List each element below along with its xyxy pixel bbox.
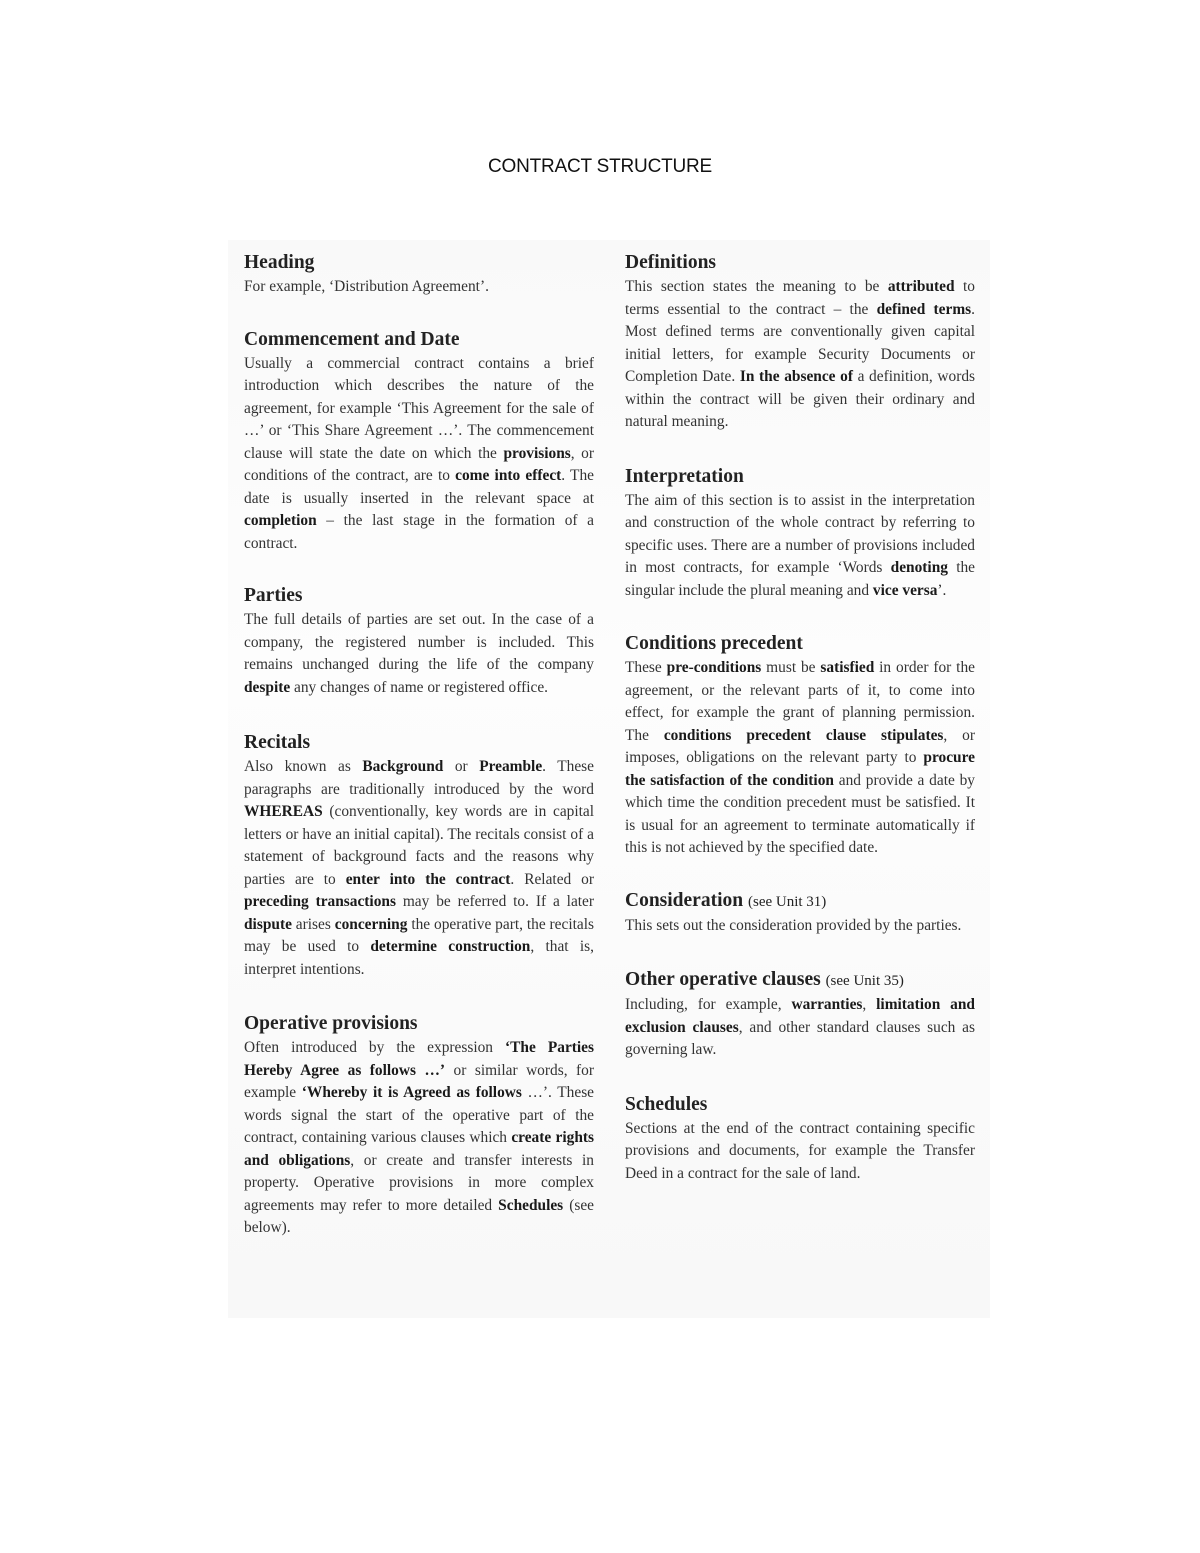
section-title-text: Interpretation bbox=[625, 465, 744, 487]
body-text: the singular include the plural meaning and bbox=[625, 559, 975, 599]
body-text: Including, for example, bbox=[625, 996, 792, 1013]
section-body bbox=[625, 657, 975, 860]
section-title-text: Consideration bbox=[625, 889, 744, 911]
section-body bbox=[244, 756, 594, 981]
bold-term: warranties bbox=[791, 996, 863, 1013]
right-column bbox=[625, 250, 975, 1185]
body-text: Sections at the end of the contract containing specific provisions and documents, for example the Transfer Deed in a contract for the sale of land. bbox=[625, 1119, 975, 1182]
bold-term: In the absence of bbox=[739, 368, 853, 385]
section-title-text: Parties bbox=[244, 585, 303, 606]
document-title: CONTRACT STRUCTURE bbox=[487, 155, 713, 177]
bold-term: ‘The Parties Hereby Agree as follows …’ bbox=[244, 1039, 594, 1079]
section-body bbox=[244, 276, 594, 299]
bold-term: despite bbox=[244, 678, 291, 696]
section-body bbox=[244, 609, 594, 699]
section-body bbox=[625, 915, 975, 938]
body-text: may be referred to. If a later bbox=[395, 893, 595, 910]
body-text: to terms essential to the contract – the bbox=[625, 278, 975, 318]
body-text: , bbox=[862, 996, 877, 1013]
body-text: The aim of this section is to assist in the interpretation and construction of the whole contract by referring to specific uses. There are a number of provisions included in most contracts, for example ‘Words bbox=[625, 491, 975, 576]
section-title-note: (see Unit 35) bbox=[825, 973, 904, 989]
bold-term: defined terms bbox=[876, 300, 972, 318]
bold-term: dispute bbox=[244, 915, 292, 933]
body-text: or bbox=[443, 758, 480, 775]
section-heading bbox=[244, 250, 594, 299]
section-title bbox=[244, 1011, 594, 1037]
bold-term: Schedules bbox=[498, 1196, 564, 1214]
body-text: The full details of parties are set out. In the case of a company, the registered number is included. This remains unchanged during the life of the company bbox=[244, 611, 594, 673]
section-body bbox=[625, 490, 975, 603]
body-text: This section states the meaning to be bbox=[625, 278, 888, 295]
body-text: – the last stage in the formation of a contract. bbox=[244, 512, 594, 552]
body-text: (conventionally, key words are in capital letters or have an initial capital). The recitals consist of a statement of background facts and the reasons why parties are to bbox=[244, 803, 594, 888]
left-column bbox=[244, 250, 594, 1240]
section-parties bbox=[244, 583, 594, 699]
section-title bbox=[625, 250, 975, 276]
body-text: must be bbox=[761, 659, 821, 676]
section-body bbox=[244, 353, 594, 556]
section-commencement-and-date bbox=[244, 327, 594, 556]
body-text: These bbox=[625, 659, 667, 676]
body-text: Often introduced by the expression bbox=[244, 1039, 506, 1056]
body-text: in order for the agreement, or the relevant parts of it, to come into effect, for example the grant of planning permission. The bbox=[625, 659, 975, 744]
section-body bbox=[625, 276, 975, 434]
section-definitions bbox=[625, 250, 975, 434]
bold-term: limitation and exclusion clauses bbox=[625, 996, 975, 1036]
section-conditions-precedent bbox=[625, 631, 975, 860]
body-text: . Related or bbox=[510, 870, 595, 888]
bold-term: provisions bbox=[503, 444, 571, 462]
body-text: . The date is usually inserted in the relevant space at bbox=[244, 467, 594, 507]
body-text: arises bbox=[291, 915, 335, 933]
section-title-text: Recitals bbox=[244, 732, 311, 753]
section-title bbox=[244, 250, 594, 276]
section-interpretation bbox=[625, 464, 975, 603]
section-title-text: Schedules bbox=[625, 1093, 708, 1115]
section-body bbox=[625, 994, 975, 1062]
section-recitals bbox=[244, 730, 594, 981]
body-text: Also known as bbox=[244, 758, 363, 775]
section-operative-provisions bbox=[244, 1011, 594, 1240]
body-text: any changes of name or registered office. bbox=[290, 678, 549, 696]
section-title bbox=[625, 1092, 975, 1118]
section-schedules bbox=[625, 1092, 975, 1186]
bold-term: preceding transactions bbox=[244, 893, 396, 910]
section-title-text: Commencement and Date bbox=[244, 328, 460, 350]
bold-term: denoting bbox=[890, 559, 948, 576]
section-body bbox=[244, 1037, 594, 1240]
section-title bbox=[244, 583, 594, 609]
section-title-text: Conditions precedent bbox=[625, 633, 803, 654]
body-text: a definition, words within the contract will be given their ordinary and natural meaning. bbox=[625, 368, 975, 430]
body-text: Usually a commercial contract contains a brief introduction which describes the nature of the agreement, for example ‘This Agreement for the sale of …’ or ‘This Share Agreement …’. The commencement clause will state the date on which the bbox=[244, 354, 594, 462]
body-text: . Most defined terms are conventionally given capital initial letters, for example Security Documents or Completion Date. bbox=[625, 300, 975, 385]
section-other-operative-clauses bbox=[625, 967, 975, 1062]
bold-term: create rights and obligations bbox=[244, 1129, 594, 1169]
section-title bbox=[625, 967, 975, 994]
bold-term: enter into the contract bbox=[345, 870, 511, 888]
body-text: or similar words, for example bbox=[244, 1061, 594, 1101]
body-text: the operative part, the recitals may be used to bbox=[244, 915, 594, 955]
bold-term: Background bbox=[362, 758, 444, 775]
bold-term: completion bbox=[244, 512, 317, 529]
bold-term: pre-conditions bbox=[666, 659, 762, 676]
section-title bbox=[625, 888, 975, 915]
bold-term: determine construction bbox=[370, 938, 531, 955]
bold-term: ‘Whereby it is Agreed as follows bbox=[301, 1084, 522, 1101]
body-text: , or imposes, obligations on the relevant party to bbox=[625, 726, 975, 766]
section-title-text: Operative provisions bbox=[244, 1013, 418, 1034]
bold-term: Preamble bbox=[479, 758, 543, 775]
body-text: and provide a date by which time the condition precedent must be satisfied. It is usual for an agreement to terminate automatically if this is not achieved by the specified date. bbox=[625, 771, 975, 856]
section-title bbox=[244, 730, 594, 756]
section-consideration bbox=[625, 888, 975, 938]
section-title bbox=[625, 631, 975, 657]
bold-term: concerning bbox=[334, 915, 408, 933]
body-text: , or conditions of the contract, are to bbox=[244, 444, 594, 484]
body-text: For example, ‘Distribution Agreement’. bbox=[244, 278, 489, 295]
section-title bbox=[625, 464, 975, 490]
body-text: , that is, interpret intentions. bbox=[244, 938, 594, 978]
section-title-text: Other operative clauses bbox=[625, 969, 821, 990]
section-body bbox=[625, 1118, 975, 1186]
section-title bbox=[244, 327, 594, 353]
bold-term: conditions precedent clause stipulates bbox=[663, 726, 944, 744]
bold-term: satisfied bbox=[820, 659, 875, 676]
section-title-text: Heading bbox=[244, 252, 315, 273]
bold-term: vice versa bbox=[872, 581, 938, 599]
bold-term: come into effect bbox=[455, 467, 562, 484]
body-text: , and other standard clauses such as governing law. bbox=[625, 1018, 975, 1058]
body-text: . These paragraphs are traditionally introduced by the word bbox=[244, 758, 594, 798]
body-text: ’. bbox=[937, 581, 947, 599]
section-title-text: Definitions bbox=[625, 252, 717, 273]
body-text: (see below). bbox=[244, 1196, 594, 1236]
body-text: This sets out the consideration provided by the parties. bbox=[625, 916, 962, 934]
bold-term: WHEREAS bbox=[244, 803, 323, 820]
body-text: , or create and transfer interests in property. Operative provisions in more complex agreements may refer to more detailed bbox=[244, 1151, 594, 1214]
bold-term: attributed bbox=[887, 278, 955, 295]
section-title-note: (see Unit 31) bbox=[747, 893, 827, 910]
body-text: …’. These words signal the start of the operative part of the contract, containing various clauses which bbox=[244, 1084, 595, 1146]
bold-term: procure the satisfaction of the condition bbox=[625, 749, 975, 789]
